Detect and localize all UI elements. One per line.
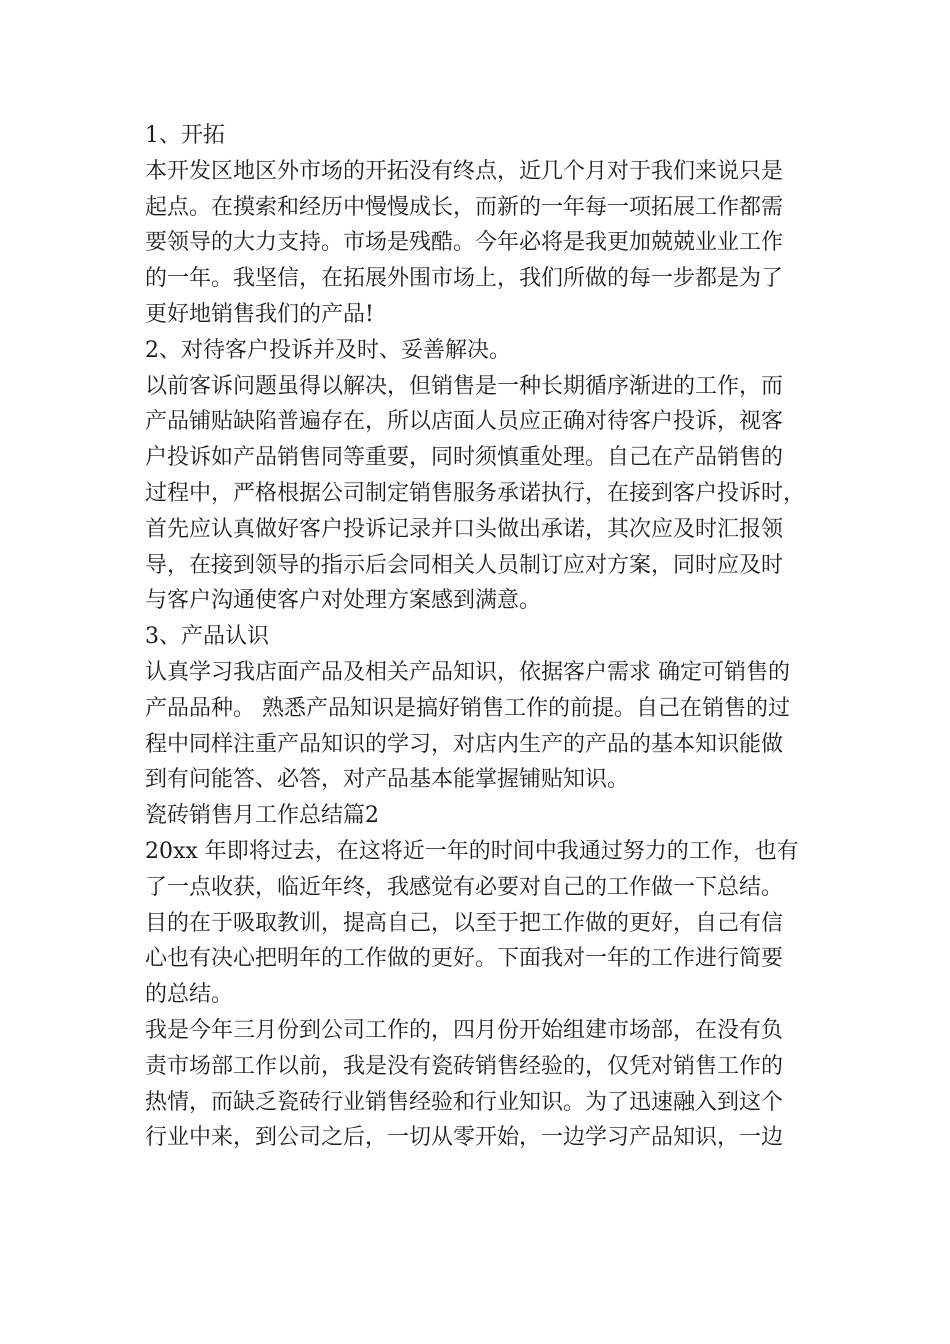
paragraph-line: 户投诉如产品销售同等重要，同时须慎重处理。自己在产品销售的	[145, 445, 784, 471]
document-body	[145, 118, 825, 1156]
paragraph-line: 首先应认真做好客户投诉记录并口头做出承诺，其次应及时汇报领	[145, 516, 784, 542]
paragraph-line: 目的在于吸取教训，提高自己，以至于把工作做的更好，自己有信	[145, 910, 784, 936]
paragraph-line: 责市场部工作以前，我是没有瓷砖销售经验的，仅凭对销售工作的	[145, 1053, 784, 1079]
paragraph-line: 热情，而缺乏瓷砖行业销售经验和行业知识。为了迅速融入到这个	[145, 1089, 784, 1115]
article-title: 瓷砖销售月工作总结篇2	[145, 803, 379, 829]
section-heading-3: 3、产品认识	[145, 624, 269, 650]
paragraph-line: 20xx 年即将过去，在这将近一年的时间中我通过努力的工作，也有	[145, 838, 799, 864]
paragraph-line: 导，在接到领导的指示后会同相关人员制订应对方案，同时应及时	[145, 552, 784, 578]
paragraph-line: 的总结。	[145, 982, 234, 1008]
paragraph-line: 认真学习我店面产品及相关产品知识，依据客户需求 确定可销售的	[145, 659, 790, 685]
paragraph-line: 心也有决心把明年的工作做的更好。下面我对一年的工作进行简要	[145, 946, 784, 972]
paragraph-line: 行业中来，到公司之后，一切从零开始，一边学习产品知识，一边	[145, 1125, 784, 1151]
paragraph-line: 更好地销售我们的产品!	[145, 301, 374, 327]
section-heading-2: 2、对待客户投诉并及时、妥善解决。	[145, 337, 511, 363]
paragraph-line: 本开发区地区外市场的开拓没有终点，近几个月对于我们来说只是	[145, 158, 784, 184]
paragraph-line: 了一点收获，临近年终，我感觉有必要对自己的工作做一下总结。	[145, 874, 784, 900]
paragraph-line: 起点。在摸索和经历中慢慢成长，而新的一年每一项拓展工作都需	[145, 194, 784, 220]
paragraph-line: 我是今年三月份到公司工作的，四月份开始组建市场部，在没有负	[145, 1017, 784, 1043]
paragraph-line: 程中同样注重产品知识的学习，对店内生产的产品的基本知识能做	[145, 731, 784, 757]
paragraph-line: 过程中，严格根据公司制定销售服务承诺执行，在接到客户投诉时，	[145, 480, 806, 506]
paragraph-line: 与客户沟通使客户对处理方案感到满意。	[145, 588, 542, 614]
paragraph-line: 产品品种。 熟悉产品知识是搞好销售工作的前提。自己在销售的过	[145, 695, 790, 721]
section-heading-1: 1、开拓	[145, 123, 225, 148]
paragraph-line: 到有问能答、必答，对产品基本能掌握铺贴知识。	[145, 767, 630, 793]
paragraph-line: 要领导的大力支持。市场是残酷。今年必将是我更加兢兢业业工作	[145, 230, 784, 256]
paragraph-line: 以前客诉问题虽得以解决，但销售是一种长期循序渐进的工作，而	[145, 373, 784, 399]
paragraph-line: 产品铺贴缺陷普遍存在，所以店面人员应正确对待客户投诉，视客	[145, 409, 784, 435]
paragraph-line: 的一年。我坚信，在拓展外围市场上，我们所做的每一步都是为了	[145, 266, 784, 292]
